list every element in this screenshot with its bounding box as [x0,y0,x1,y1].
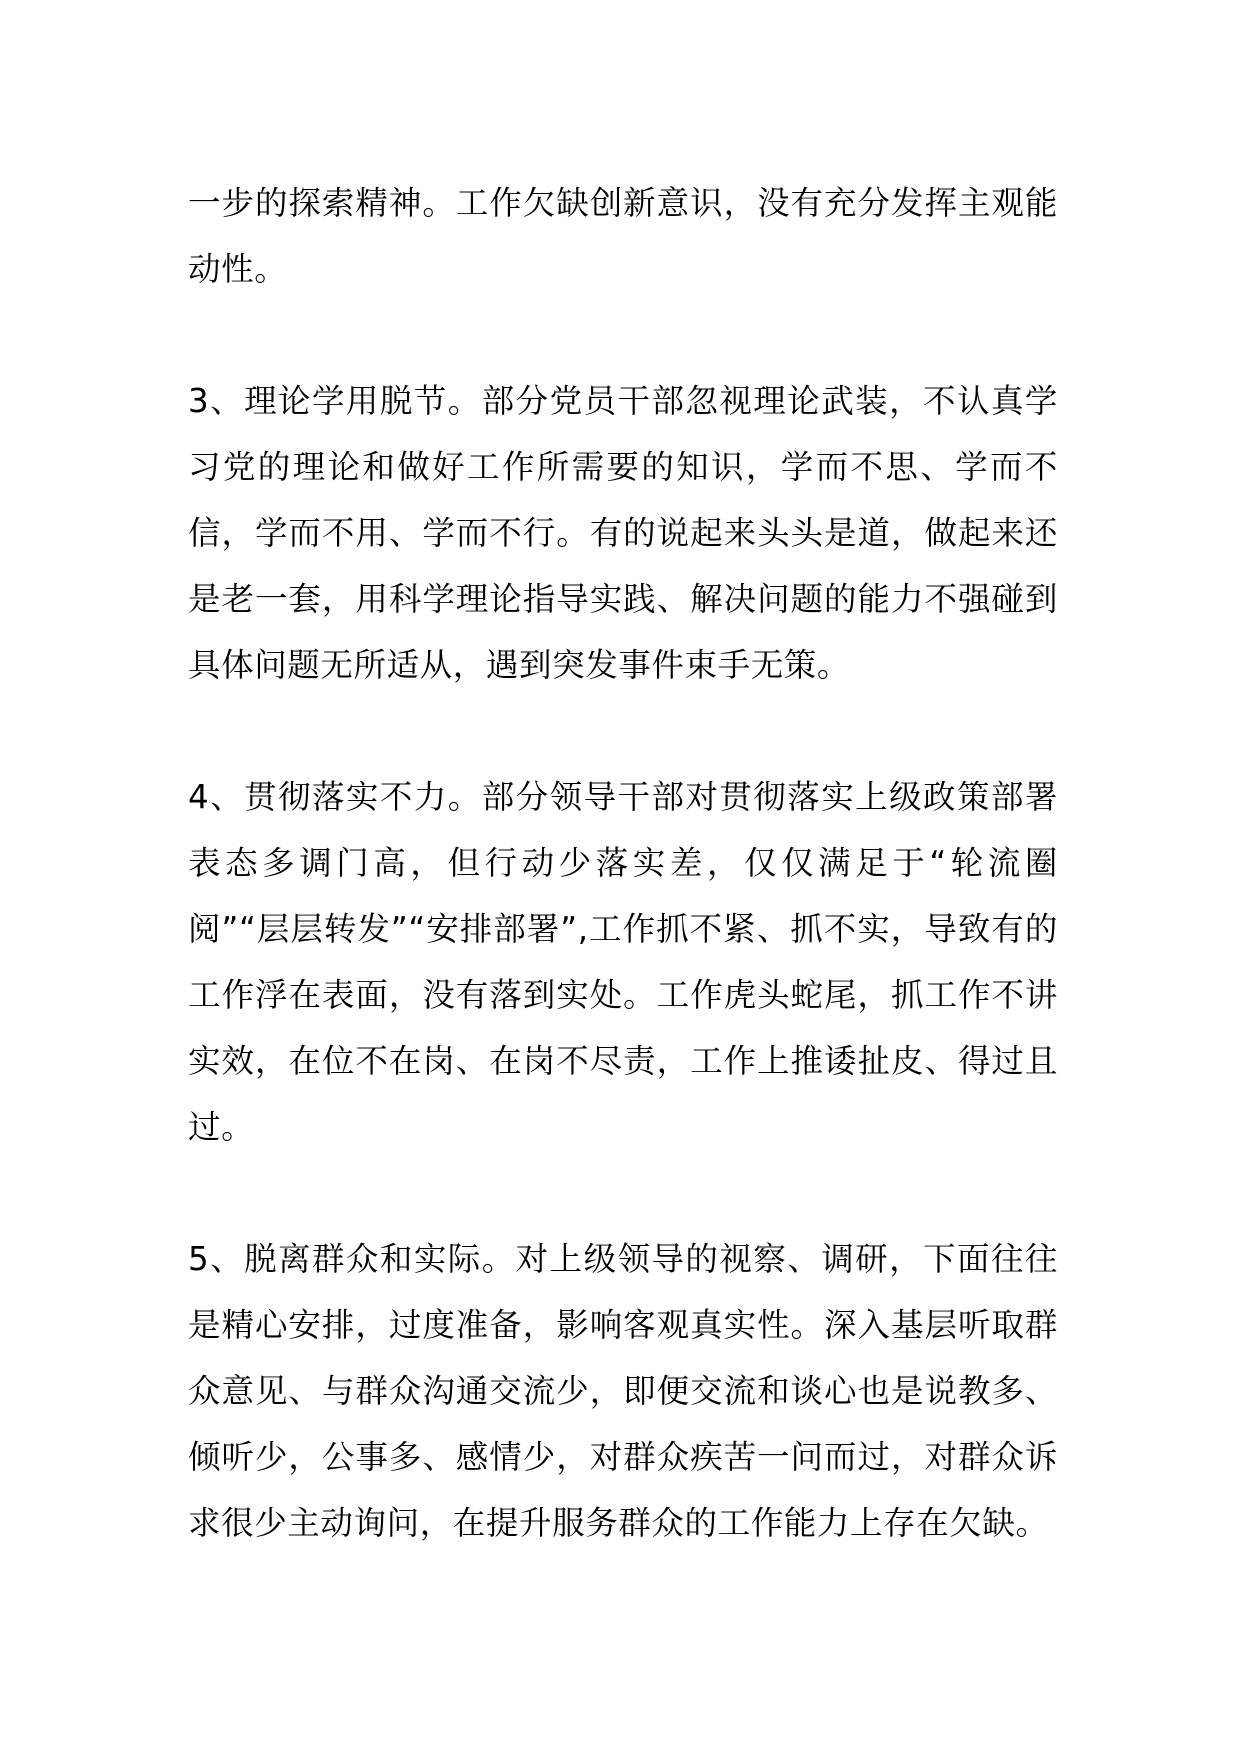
paragraph-spacer [188,1160,1058,1226]
paragraph-item-5: 5、脱离群众和实际。对上级领导的视察、调研，下面往往是精心安排，过度准备，影响客观真实性。深入基层听取群众意见、与群众沟通交流少，即便交流和谈心也是说教多、倾听少，公事多、感情少，对群众疾苦一问而过，对群众诉求很少主动询问，在提升服务群众的工作能力上存在欠缺。 [188,1240,1058,1542]
paragraph-spacer [188,302,1058,368]
paragraph-continuation: 一步的探索精神。工作欠缺创新意识，没有充分发挥主观能动性。 [188,184,1058,288]
document-body [188,170,1058,1556]
paragraph-spacer [188,698,1058,764]
paragraph-item-4: 4、贯彻落实不力。部分领导干部对贯彻落实上级政策部署表态多调门高，但行动少落实差，仅仅满足于“轮流圈阅”“层层转发”“安排部署”,工作抓不紧、抓不实，导致有的工作浮在表面，没有落到实处。工作虎头蛇尾，抓工作不讲实效，在位不在岗、在岗不尽责，工作上推诿扯皮、得过且过。 [188,778,1058,1146]
paragraph-item-3: 3、理论学用脱节。部分党员干部忽视理论武装，不认真学习党的理论和做好工作所需要的知识，学而不思、学而不信，学而不用、学而不行。有的说起来头头是道，做起来还是老一套，用科学理论指导实践、解决问题的能力不强碰到具体问题无所适从，遇到突发事件束手无策。 [188,382,1058,684]
